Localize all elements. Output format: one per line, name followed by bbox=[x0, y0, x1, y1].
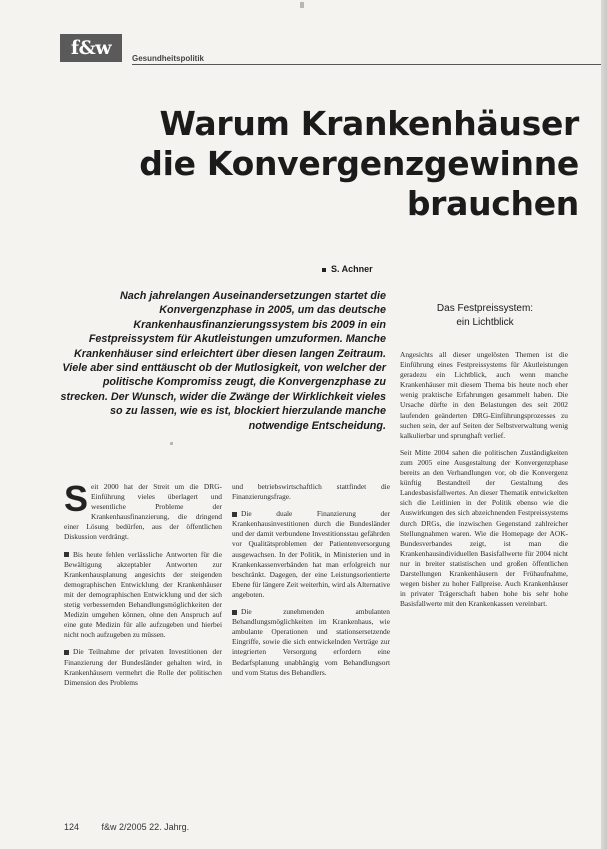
sidebar-heading bbox=[400, 302, 570, 330]
bullet-square-icon bbox=[64, 552, 69, 557]
scan-mark bbox=[300, 2, 304, 8]
col1-paragraph-2 bbox=[64, 550, 222, 641]
col1-paragraph-1 bbox=[64, 482, 222, 543]
title-line-2: die Konvergenzgewinne bbox=[139, 144, 579, 183]
header-rule bbox=[132, 64, 602, 65]
col1-paragraph-3 bbox=[64, 647, 222, 687]
byline-square-icon bbox=[322, 268, 326, 272]
col2-p3-text: Die zunehmenden ambulanten Behandlungsmöglichkeiten im Krankenhaus, wie ambulante Operationen und stationsersetzende Eingriffe, sowie die sich entwickelnden Verträge zur integrierten Versorgung erfordern eine Bedarfsplanung unabhängig vom Behandlungsort und vom Status des Behandlers. bbox=[232, 607, 390, 677]
body-column-1 bbox=[64, 482, 222, 812]
col2-p2-text: Die duale Finanzierung der Krankenhausinvestitionen durch die Bundesländer und der damit verbundene Investitionsstau gefährden vor Qualitätsproblemen der Patientenversorgung ausgewachsen. In der Politik, in Ministerien und in Krankenkassenverbänden hat man erfolgreich nur beschränkt. Dagegen, der eine Leistungsorientierte Ebene für längere Zeit weiterhin, wird als Alternative angeboten. bbox=[232, 509, 390, 599]
sidebar-heading-line-2: ein Lichtblick bbox=[456, 317, 514, 328]
drop-cap: S bbox=[64, 482, 89, 519]
magazine-logo: f&w bbox=[60, 34, 122, 62]
author-byline bbox=[322, 264, 373, 274]
title-line-3: brauchen bbox=[406, 184, 579, 223]
issue-info: f&w 2/2005 22. Jahrg. bbox=[101, 822, 190, 832]
bullet-square-icon bbox=[232, 512, 237, 517]
col2-paragraph-1: und betriebswirtschaftlich stattfindet die Finanzierungsfrage. bbox=[232, 482, 390, 502]
col1-p2-text: Bis heute fehlen verlässliche Antworten für die Bewältigung akzeptabler Antworten zur Krankenhausplanung angesichts der steigenden demographischen Entwicklung der Krankenhäuser mit der demographischen Entwicklung und der sich stetig verbessernden Behandlungsmöglichkeiten der Medizin umgehen können, ohne den Anspruch auf eine gute Medizin für alle aufzugeben und hierbei nicht noch aufzugeben zu müssen. bbox=[64, 549, 222, 640]
article-title bbox=[99, 104, 579, 224]
bullet-square-icon bbox=[64, 650, 69, 655]
col3-paragraph-2: Seit Mitte 2004 sahen die politischen Zuständigkeiten zum 2005 eine Ausgestaltung der Konvergenzphase bereits an den Verhandlungen vor, ob die Konvergenz künftig Bestandteil der Gestaltung des Landesbasisfallwertes. An dieser Thematik entwickelten sich die Leitlinien in der Politik ebenso wie die Auswirkungen des sich abzeichnenden Festpreissystems durch DRGs, die inzwischen Gegenstand zahlreicher Stellungnahmen waren. Wie die Homepage der AOK-Bundesverbandes zeigt, ist man die Krankenhausindividuellen Basisfallwerte für 2004 nicht nur in breiter statistischen und großen öffentlichen Darstellungen Krankenhäusern der Frühaufnahme, wegen bisher zu hoher Fallpreise. Auch Krankenhäuser in privater Trägerschaft haben hohe bis sehr hohe Basisfallwerte mit den Krankenkassen vereinbart. bbox=[400, 447, 568, 609]
col2-paragraph-3 bbox=[232, 607, 390, 678]
author-name: S. Achner bbox=[331, 264, 373, 274]
title-line-1: Warum Krankenhäuser bbox=[159, 104, 579, 143]
sidebar-heading-line-1: Das Festpreissystem: bbox=[436, 303, 534, 314]
sidebar-column bbox=[400, 350, 568, 812]
body-column-2 bbox=[232, 482, 390, 812]
col3-paragraph-1: Angesichts all dieser ungelösten Themen ist die Einführung eines Festpreissystems für Akutleistungen geradezu ein Lichtblick, auch wenn manche Krankenhäuser mit diesem Thema bis heute noch eher wenig praktische Erfahrungen gesammelt haben. Die Ursache dürfte in den Belastungen des seit 2002 laufenden geänderten DRG-Einführungsprozesses zu suchen sein, der auf Seiten der Selbstverwaltung wenig kalkulierbar und sprunghaft verlief. bbox=[400, 350, 568, 440]
section-label: Gesundheitspolitik bbox=[132, 54, 205, 63]
article-lead: Nach jahrelangen Auseinandersetzungen startet die Konvergenzphase in 2005, um das deutsche Krankenhausfinanzierungssystem bis 2009 in ein Festpreissystem für Akutleistungen umzuformen. Manche Krankenhäuser sind erleichtert über diesen langen Zeitraum. Viele aber sind enttäuscht ob der Mutlosigkeit, von welcher der politische Kompromiss zeugt, die Konvergenzphase zu strecken. Der Wunsch, wider die Zwänge der Wirklichkeit vieles so zu lassen, wie es ist, blockiert hierzulande manche notwendige Entscheidung. bbox=[60, 290, 386, 432]
col1-p1-text: eit 2000 hat der Streit um die DRG-Einführung vieles überlagert und wesentliche Probleme der Krankenhausfinanzierung, die dringend einer Lösung bedürfen, aus der öffentlichen Diskussion verdrängt. bbox=[64, 482, 222, 542]
page-number: 124 bbox=[64, 822, 80, 832]
bullet-square-icon bbox=[232, 610, 237, 615]
col1-p3-text: Die Teilnahme der privaten Investitionen der Finanzierung der Bundesländer gehalten wird, in Krankenhäusern vermehrt die Rolle der politischen Dimension des Problems bbox=[64, 647, 222, 687]
page-footer bbox=[64, 822, 264, 832]
col2-paragraph-2 bbox=[232, 509, 390, 600]
scan-mark bbox=[170, 442, 173, 445]
